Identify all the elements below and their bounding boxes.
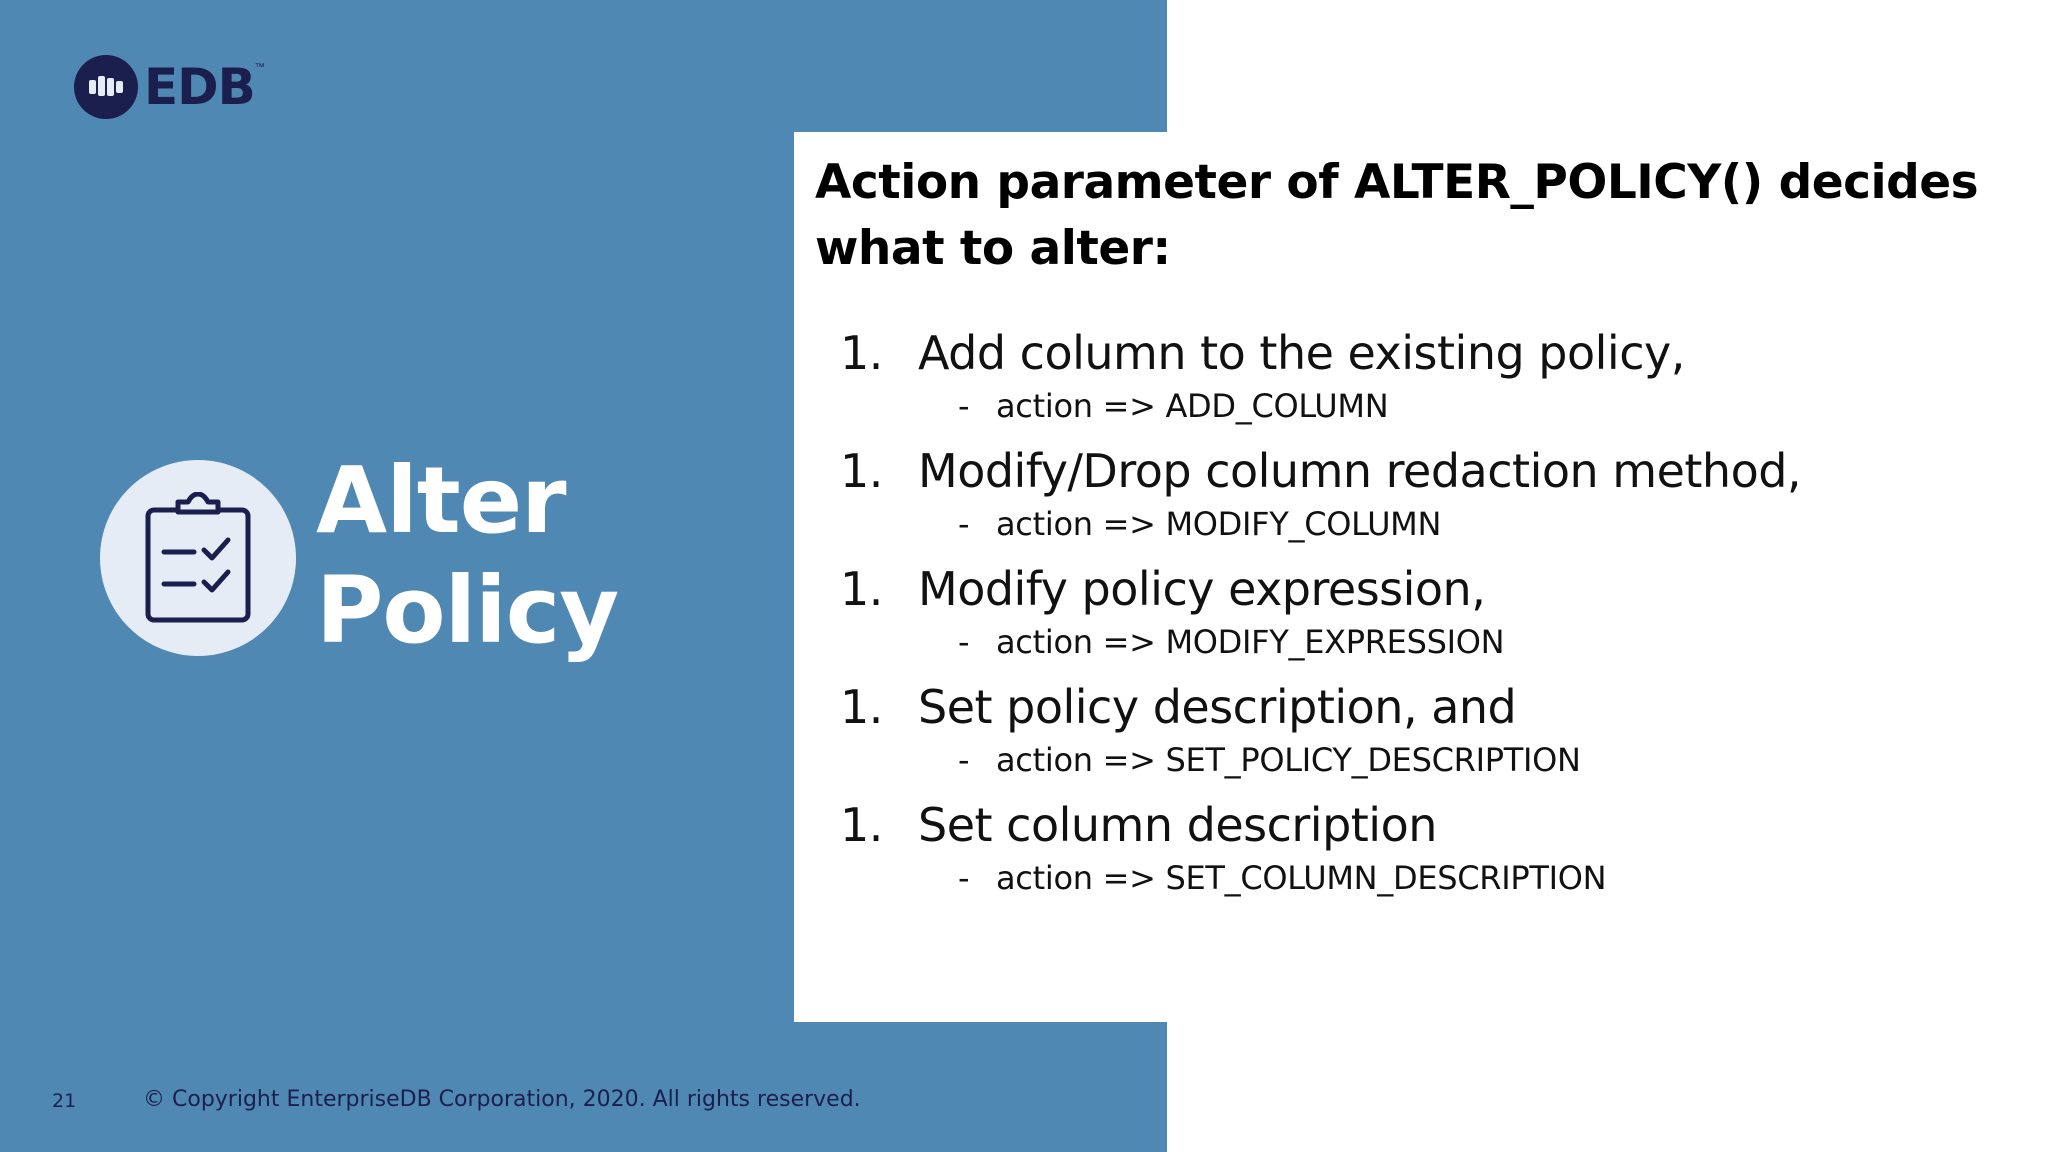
list-item-text: Add column to the existing policy, (918, 326, 1685, 380)
list-item (840, 676, 1801, 794)
copyright-notice: © Copyright EnterpriseDB Corporation, 2020. All rights reserved. (143, 1087, 861, 1112)
list-sub-text: action => SET_POLICY_DESCRIPTION (996, 741, 1581, 779)
list-sub-dash: - (958, 623, 970, 661)
list-item-text: Set column description (918, 798, 1437, 852)
list-item-number: 1. (840, 798, 883, 852)
list-item-number: 1. (840, 562, 883, 616)
section-title-line-2: Policy (316, 557, 619, 664)
logo-text: EDB (144, 58, 255, 116)
action-list (840, 322, 1801, 912)
list-sub-text: action => SET_COLUMN_DESCRIPTION (996, 859, 1607, 897)
page-number: 21 (52, 1090, 77, 1112)
list-item-number: 1. (840, 680, 883, 734)
list-item-number: 1. (840, 326, 883, 380)
slide-heading: Action parameter of ALTER_POLICY() decides what to alter: (815, 155, 1979, 276)
list-item (840, 322, 1801, 440)
list-sub-text: action => MODIFY_EXPRESSION (996, 623, 1505, 661)
list-item-text: Modify policy expression, (918, 562, 1486, 616)
list-sub-dash: - (958, 741, 970, 779)
section-title (316, 446, 618, 666)
list-item (840, 440, 1801, 558)
section-title-line-1: Alter (316, 447, 566, 554)
list-sub-text: action => ADD_COLUMN (996, 387, 1389, 425)
edb-logo (74, 54, 265, 120)
list-item-number: 1. (840, 444, 883, 498)
list-item-text: Modify/Drop column redaction method, (918, 444, 1802, 498)
list-sub-dash: - (958, 505, 970, 543)
logo-trademark: ™ (254, 62, 265, 73)
list-item-text: Set policy description, and (918, 680, 1517, 734)
list-sub-dash: - (958, 387, 970, 425)
list-item (840, 558, 1801, 676)
clipboard-checklist-icon (100, 460, 296, 656)
list-sub-text: action => MODIFY_COLUMN (996, 505, 1442, 543)
list-sub-dash: - (958, 859, 970, 897)
edb-logo-icon (74, 55, 138, 119)
list-item (840, 794, 1801, 912)
